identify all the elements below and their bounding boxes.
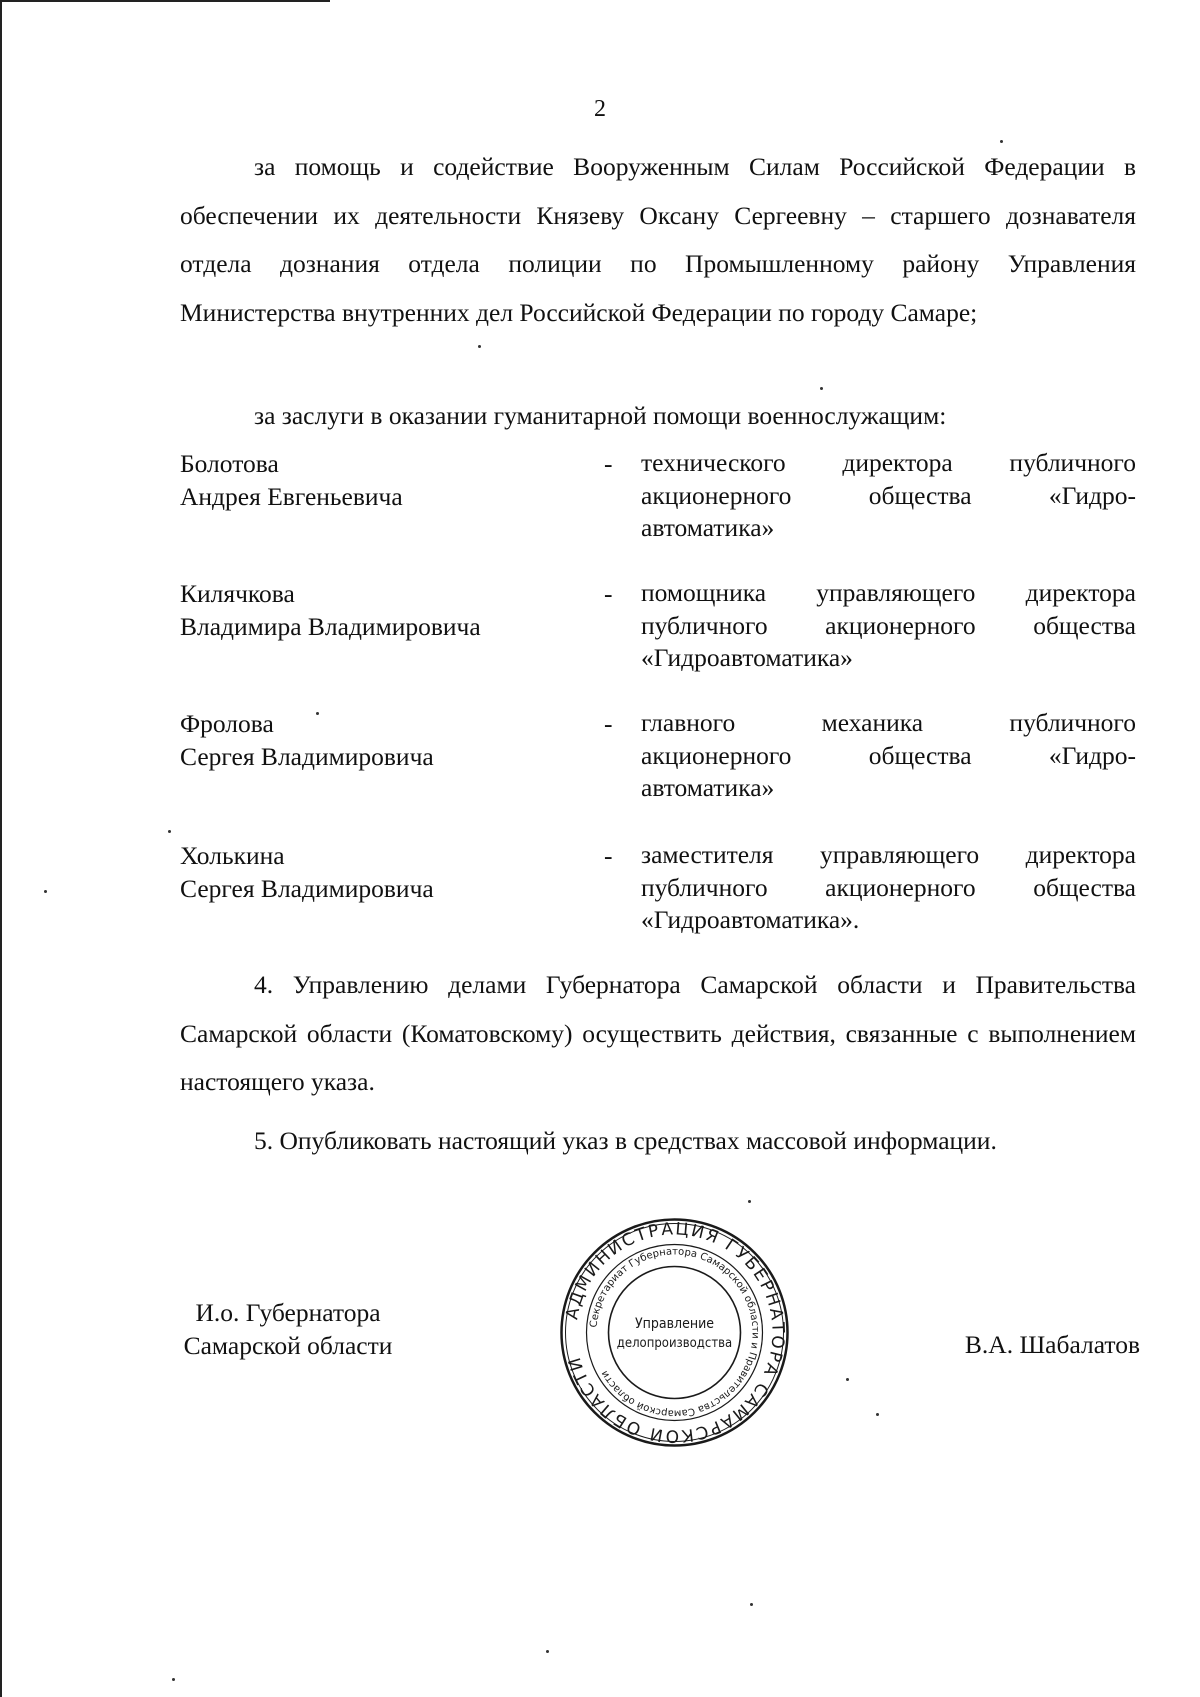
- scan-speck: [478, 345, 481, 348]
- position-line: автоматика»: [641, 773, 775, 802]
- awardee-name: [180, 447, 600, 513]
- awardee-position: [641, 707, 1136, 805]
- position-line: публичного акционерного общества: [641, 610, 1136, 640]
- position-line: помощника управляющего директора: [641, 578, 1136, 607]
- official-seal-stamp: [557, 1215, 792, 1450]
- awardee-row: [180, 577, 1136, 677]
- paragraph-instruction-affairs: 4. Управлению делами Губернатора Самарской области и Правительства Самарской области (Коматовскому) осуществить действия, связанные с выполнением настоящего указа.: [180, 970, 1136, 1096]
- awardee-surname: Болотова: [180, 449, 279, 478]
- scan-speck: [876, 1413, 879, 1416]
- awardee-given-names: Андрея Евгеньевича: [180, 482, 403, 511]
- awardee-row: [180, 707, 1136, 807]
- signatory-title-line: И.о. Губернатора: [195, 1298, 381, 1327]
- seal-center-line-1: Управление: [634, 1316, 715, 1332]
- scan-speck: [316, 712, 319, 715]
- awardee-dash: -: [604, 449, 613, 478]
- seal-middle-ring: [587, 1245, 763, 1421]
- position-line: главного механика публичного: [641, 708, 1136, 737]
- awardee-dash: -: [604, 579, 613, 608]
- seal-graphic: [557, 1215, 792, 1450]
- paragraph-instruction-publish: 5. Опубликовать настоящий указ в средствах массовой информации.: [254, 1126, 997, 1155]
- awardee-name: [180, 707, 600, 773]
- scan-speck: [820, 387, 823, 390]
- scan-speck: [168, 830, 171, 833]
- position-line: «Гидроавтоматика».: [641, 905, 860, 934]
- scan-edge-top: [0, 0, 330, 2]
- scan-speck: [546, 1650, 549, 1653]
- awardee-position: [641, 577, 1136, 675]
- awardee-row: [180, 839, 1136, 939]
- scan-speck: [1000, 140, 1003, 143]
- awardee-dash: -: [604, 709, 613, 738]
- seal-outer-text: АДМИНИСТРАЦИЯ ГУБЕРНАТОРА САМАРСКОЙ ОБЛАСТИ: [562, 1219, 788, 1446]
- scan-speck: [846, 1378, 849, 1381]
- awardee-name: [180, 839, 600, 905]
- scan-speck: [748, 1200, 751, 1203]
- awardee-given-names: Владимира Владимировича: [180, 612, 481, 641]
- position-line: «Гидроавтоматика»: [641, 643, 853, 672]
- paragraph-merit-military: за помощь и содействие Вооруженным Силам Российской Федерации в обеспечении их деятельности Князеву Оксану Сергеевну – старшего дознавателя отдела дознания отдела полиции по Промышленному району Управления Министерства внутренних дел Российской Федерации по городу Самаре;: [180, 152, 1136, 327]
- position-line: заместителя управляющего директора: [641, 840, 1136, 869]
- position-line: акционерного общества «Гидро-: [641, 480, 1136, 510]
- position-line: технического директора публичного: [641, 448, 1136, 477]
- scan-edge-left: [0, 0, 2, 1697]
- awardee-surname: Фролова: [180, 709, 274, 738]
- signatory-name: В.А. Шабалатов: [964, 1330, 1140, 1359]
- awardee-given-names: Сергея Владимировича: [180, 742, 434, 771]
- awardee-surname: Килячкова: [180, 579, 295, 608]
- position-line: акционерного общества «Гидро-: [641, 740, 1136, 770]
- signatory-title: [168, 1296, 408, 1362]
- scan-speck: [44, 890, 47, 893]
- awardee-given-names: Сергея Владимировича: [180, 874, 434, 903]
- position-line: публичного акционерного общества: [641, 872, 1136, 902]
- awardee-name: [180, 577, 600, 643]
- awardee-position: [641, 839, 1136, 937]
- awardee-surname: Холькина: [180, 841, 285, 870]
- awardee-dash: -: [604, 841, 613, 870]
- scan-speck: [172, 1678, 175, 1681]
- awardee-row: [180, 447, 1136, 547]
- page-number: 2: [594, 96, 606, 122]
- scan-speck: [750, 1603, 753, 1606]
- position-line: автоматика»: [641, 513, 775, 542]
- seal-center-line-2: делопроизводства: [616, 1336, 733, 1351]
- awardee-position: [641, 447, 1136, 545]
- seal-middle-text: Секретариат Губернатора Самарской области и Правительства Самарской области: [588, 1246, 761, 1419]
- seal-inner-ring: [609, 1267, 741, 1399]
- signatory-title-line: Самарской области: [183, 1331, 393, 1360]
- paragraph-merit-humanitarian: за заслуги в оказании гуманитарной помощи военнослужащим:: [254, 401, 947, 430]
